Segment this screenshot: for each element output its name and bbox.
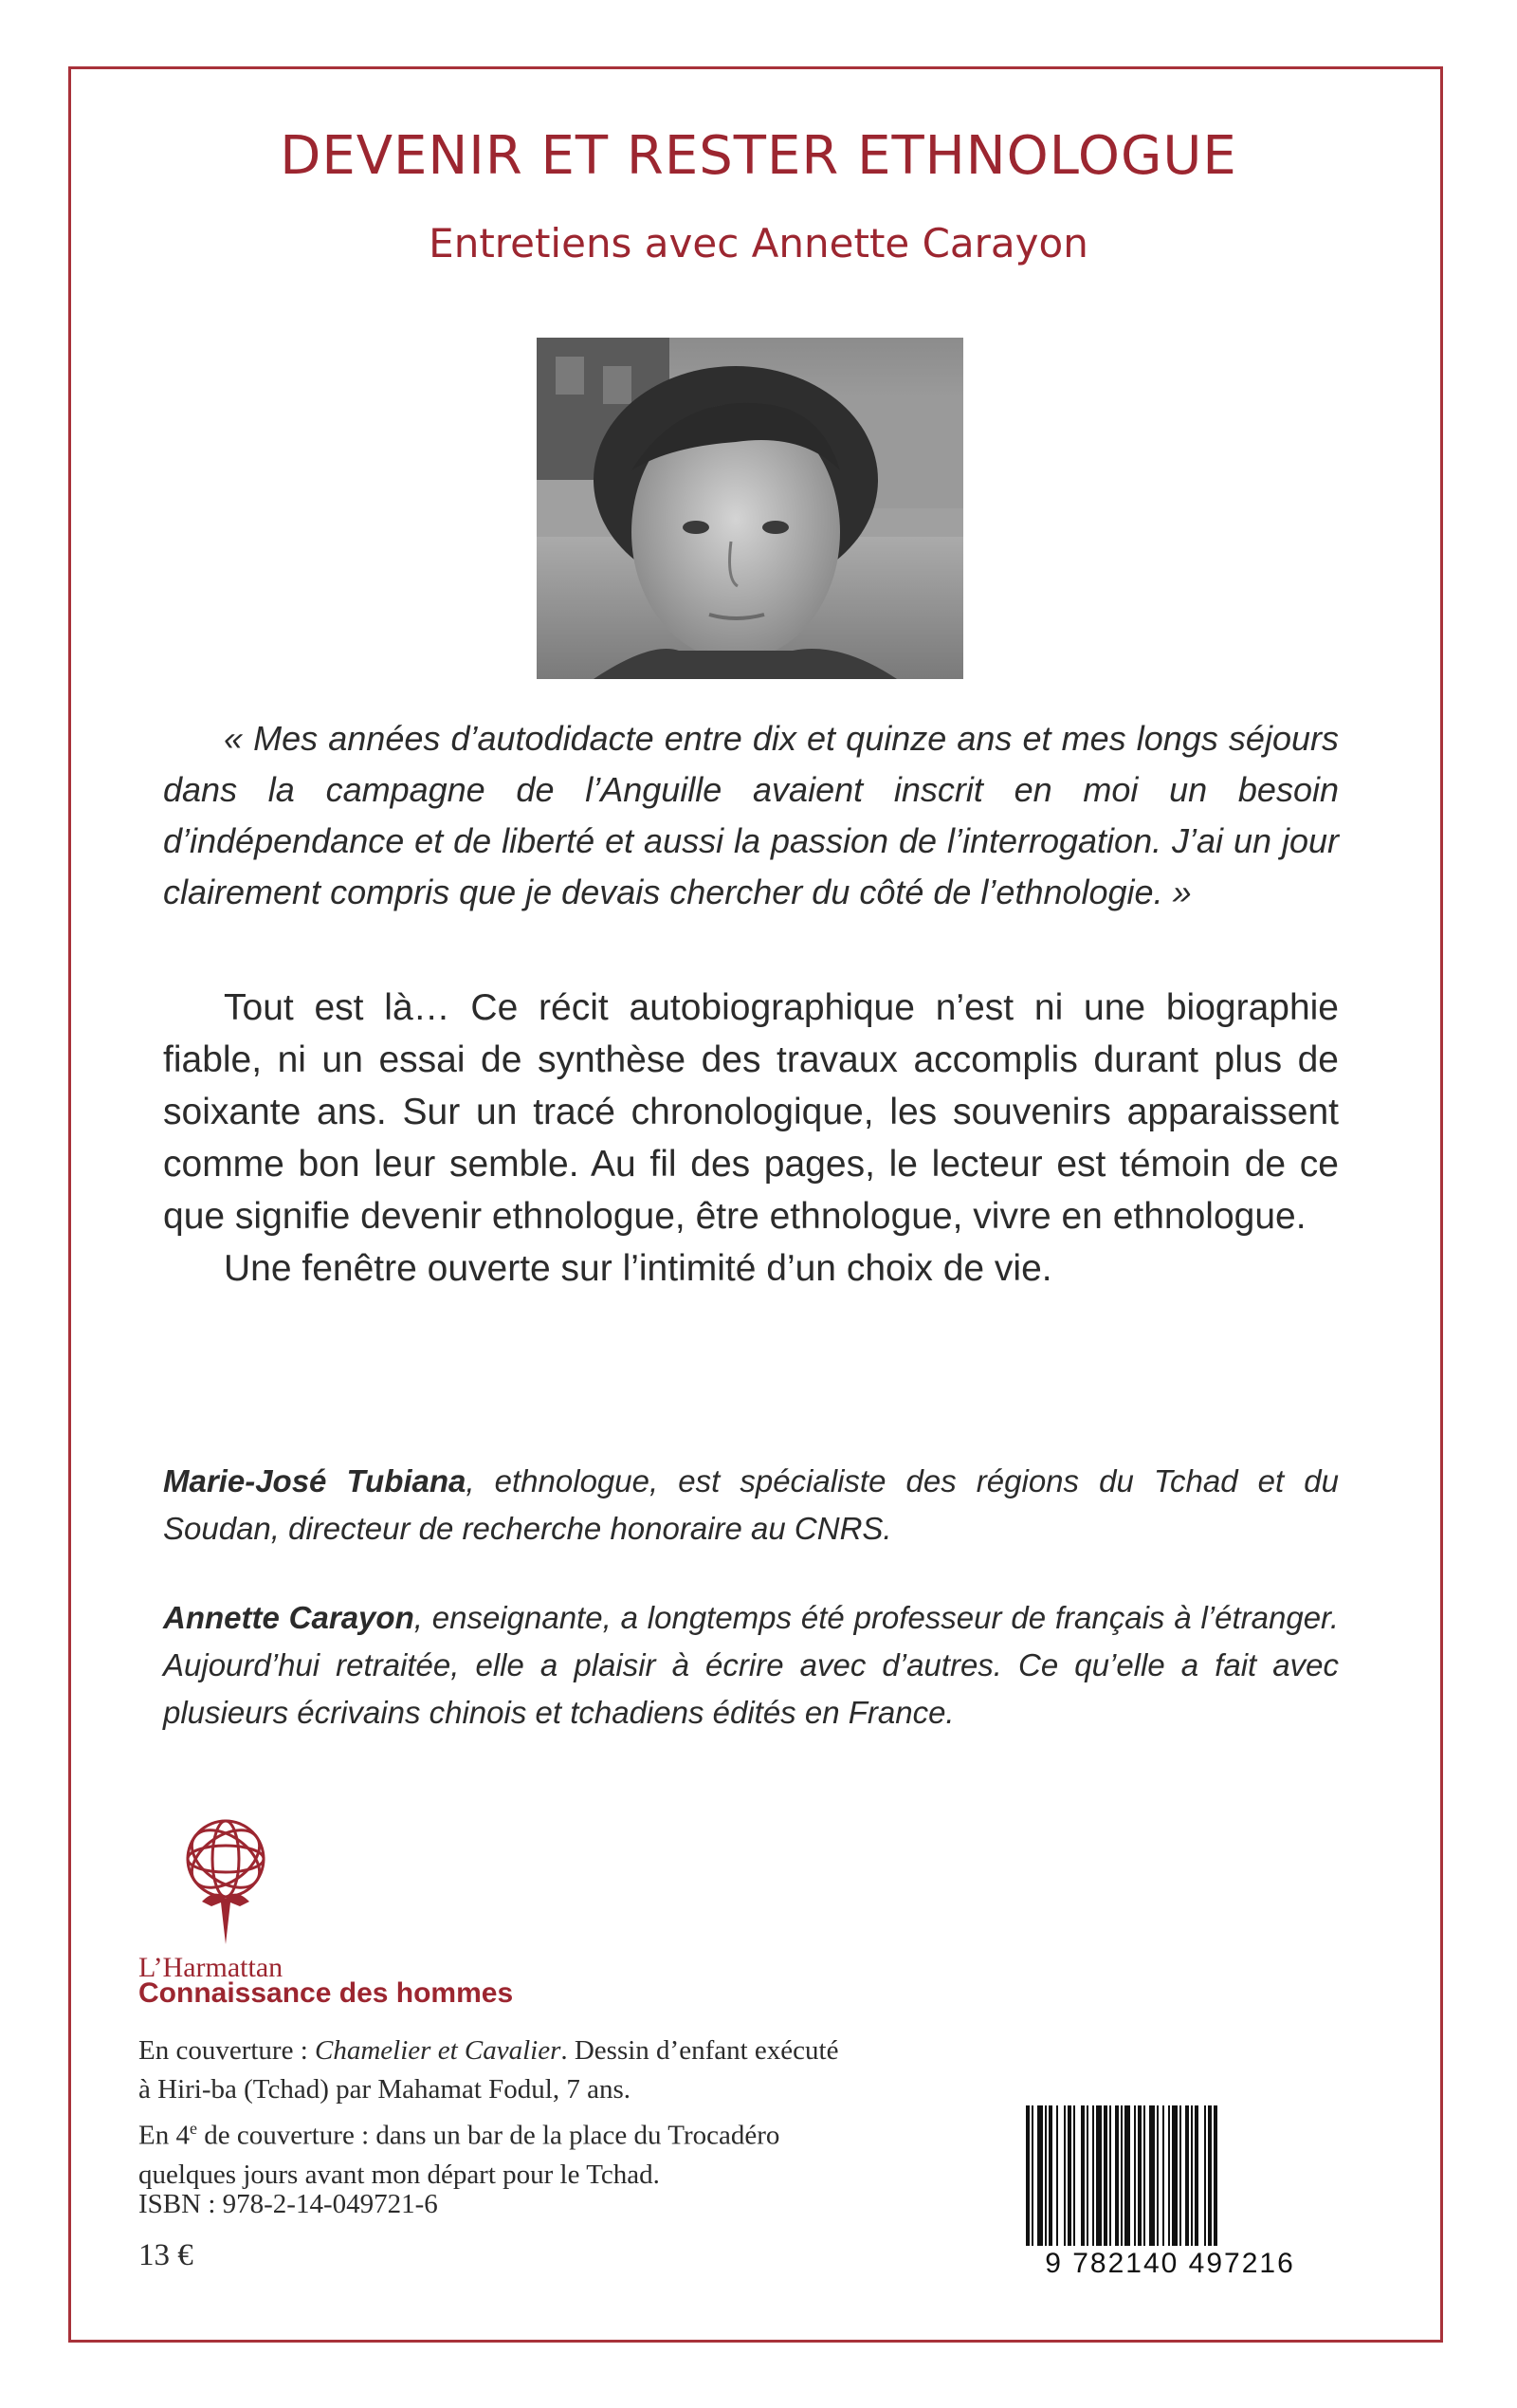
collection-name: Connaissance des hommes xyxy=(138,1977,514,2009)
credit-text: de couverture : dans un bar de la place du Trocadéro xyxy=(196,2120,780,2151)
barcode-bar xyxy=(1208,2105,1212,2246)
barcode-bar xyxy=(1168,2105,1170,2246)
book-title: DEVENIR ET RESTER ETHNOLOGUE xyxy=(280,125,1237,187)
barcode-bar xyxy=(1115,2105,1119,2246)
barcode-bar xyxy=(1191,2105,1193,2246)
barcode-bar xyxy=(1109,2105,1111,2246)
author-name: Marie-José Tubiana xyxy=(163,1463,466,1498)
barcode-bar xyxy=(1032,2105,1033,2246)
description-paragraph: Tout est là… Ce récit autobiographique n’est ni une biographie fiable, ni un essai de synthèse des travaux accomplis durant plus de soixante ans. Sur un tracé chronologique, les souvenirs apparaissent comme bon leur semble. Au fil des pages, le lecteur est témoin de ce que signifie devenir ethnologue, être ethnologue, vivre en ethnologue. xyxy=(163,987,1339,1237)
barcode-bar xyxy=(1157,2105,1159,2246)
barcode-bar xyxy=(1121,2105,1123,2246)
barcode-bar xyxy=(1026,2105,1030,2246)
barcode-bar xyxy=(1073,2105,1075,2246)
barcode-bar xyxy=(1204,2105,1206,2246)
barcode-bar xyxy=(1068,2105,1071,2246)
barcode-bar xyxy=(1138,2105,1142,2246)
publisher-name: L’Harmattan xyxy=(138,1952,283,1983)
barcode-bar xyxy=(1149,2105,1155,2246)
barcode-number: 9 782140 497216 xyxy=(1045,2248,1295,2279)
barcode-bar xyxy=(1214,2105,1217,2246)
artwork-title: Chamelier et Cavalier xyxy=(315,2035,561,2066)
barcode-bar xyxy=(1087,2105,1088,2246)
author-bios xyxy=(163,1458,1339,1778)
barcode-bar xyxy=(1045,2105,1047,2246)
description-paragraph: Une fenêtre ouverte sur l’intimité d’un choix de vie. xyxy=(224,1248,1052,1289)
barcode-bar xyxy=(1179,2105,1181,2246)
barcode-bar xyxy=(1185,2105,1189,2246)
barcode-bar xyxy=(1172,2105,1178,2246)
cover-credits xyxy=(138,2031,859,2195)
price: 13 € xyxy=(138,2238,193,2272)
credit-superscript: e xyxy=(189,2119,197,2138)
barcode-bar xyxy=(1092,2105,1094,2246)
credit-line: à Hiri-ba (Tchad) par Mahamat Fodul, 7 ans. xyxy=(138,2074,631,2105)
barcode-bar xyxy=(1081,2105,1085,2246)
barcode-bar xyxy=(1124,2105,1130,2246)
author-photo xyxy=(537,338,963,679)
quote: « Mes années d’autodidacte entre dix et quinze ans et mes longs séjours dans la campagne de l’Anguille avaient inscrit en moi un besoin d’indépendance et de liberté et aussi la passion de l’interrogation. J’ai un jour clairement compris que je devais chercher du côté de l’ethnologie. » xyxy=(163,719,1339,911)
barcode-bar xyxy=(1096,2105,1102,2246)
author-bio-text: , ethnologue, est spécialiste des régions du Tchad et du Soudan, directeur de recherche honoraire au CNRS. xyxy=(163,1463,1339,1546)
author-bio-text: , enseignante, a longtemps été professeur de français à l’étranger. Aujourd’hui retraitée, elle a plaisir à écrire avec d’autres. Ce qu’elle a fait avec plusieurs écrivains chinois et tchadiens édités en France. xyxy=(163,1600,1339,1730)
description xyxy=(163,982,1339,1295)
author-name: Annette Carayon xyxy=(163,1600,414,1635)
barcode-bar xyxy=(1056,2105,1058,2246)
credit-line: quelques jours avant mon départ pour le Tchad. xyxy=(138,2159,660,2190)
barcode-bar xyxy=(1162,2105,1164,2246)
credit-line xyxy=(138,2031,859,2070)
author-bio xyxy=(163,1594,1339,1737)
credit-line xyxy=(138,2109,859,2156)
barcode-bar xyxy=(1104,2105,1107,2246)
barcode-bar xyxy=(1195,2105,1198,2246)
credit-text: . Dessin d’enfant exécuté xyxy=(560,2035,839,2066)
barcode-bar xyxy=(1064,2105,1066,2246)
credit-text: En couverture : xyxy=(138,2035,316,2066)
credit-text: En 4 xyxy=(138,2120,190,2151)
barcode-bar xyxy=(1049,2105,1052,2246)
barcode-bar xyxy=(1037,2105,1043,2246)
barcode-bar xyxy=(1134,2105,1136,2246)
barcode-bar xyxy=(1143,2105,1145,2246)
isbn: ISBN : 978-2-14-049721-6 xyxy=(138,2189,438,2219)
author-bio xyxy=(163,1458,1339,1553)
book-subtitle: Entretiens avec Annette Carayon xyxy=(429,220,1088,267)
